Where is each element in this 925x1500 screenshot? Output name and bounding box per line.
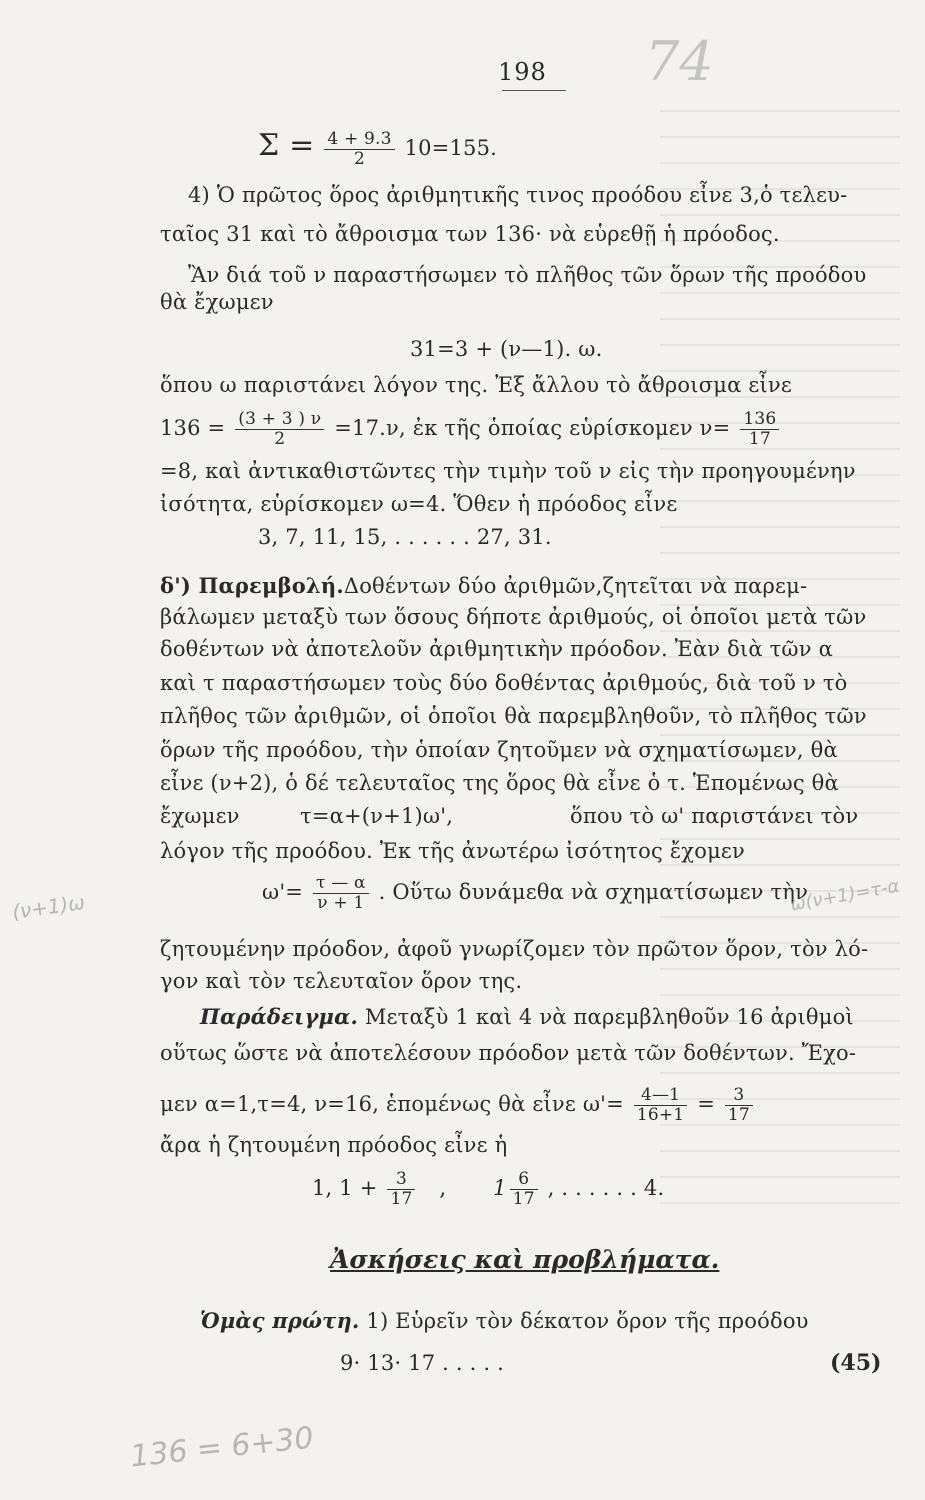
text-line-11 <box>160 573 807 599</box>
text-line-2: ταῖος 31 καὶ τὸ ἄθροισμα των 136· νὰ εὑρεθῇ ἡ πρόοδος. <box>160 222 780 246</box>
equation-1: 31=3 + (ν—1). ω. <box>410 337 603 361</box>
ratio-fraction: $\frac{4—1}{16+1}$ <box>634 1086 688 1125</box>
equation-2-fraction-b: $\frac{136}{17}$ <box>740 410 779 449</box>
equation-4-rhs: . Οὕτω δυνάμεθα νὰ σχηματίσωμεν τὴν <box>378 880 809 904</box>
text-line-25-a: μεν α=1,τ=4, ν=16, ἑπομένως θὰ εἶνε ω'= <box>160 1092 624 1116</box>
equation-2 <box>160 410 782 449</box>
section-label-paremvoli: δ') Παρεμβολή. <box>160 573 344 598</box>
example-label: Παράδειγμα. <box>200 1004 358 1029</box>
text-line-28 <box>200 1308 809 1334</box>
sum-fraction: $\frac{4 + 9.3}{2}$ <box>324 130 394 169</box>
text-line-6: ὅπου ω παριστάνει λόγον της. Ἐξ ἄλλου τὸ ἄθροισμα εἶνε <box>160 373 792 397</box>
result-fraction-2: $\frac{6}{17}$ <box>510 1170 538 1209</box>
text-line-18 <box>160 803 880 829</box>
example-text: Μεταξὺ 1 καὶ 4 νὰ παρεμβληθοῦν 16 ἀριθμοὶ <box>364 1005 854 1029</box>
signature-mark: (45) <box>830 1350 882 1376</box>
pencil-note-right: ω(ν+1)=τ-α <box>789 875 901 916</box>
exercises-heading: Ἀσκήσεις καὶ προβλήματα. <box>330 1245 720 1274</box>
equation-2-fraction: $\frac{(3 + 3 ) \nu}{2}$ <box>235 410 324 449</box>
equation-4-lhs: ω'= <box>262 880 304 904</box>
text-line-14: καὶ τ παραστήσωμεν τοὺς δύο δοθέντας ἀριθμούς, διὰ τοῦ ν τὸ <box>160 671 848 695</box>
text-line-18-a: ἔχωμεν <box>160 804 240 828</box>
exercise-1-text: 1) Εὑρεῖν τὸν δέκατον ὅρον τῆς προόδου <box>366 1309 809 1333</box>
ratio-equals: = <box>697 1092 716 1116</box>
text-line-24: οὕτως ὥστε νὰ ἀποτελέσουν πρόοδον μετὰ τῶν δοθέντων. Ἔχο- <box>160 1041 857 1065</box>
result-progression-comma: , <box>439 1176 447 1200</box>
pencil-corner-mark: 74 <box>645 30 714 93</box>
equation-3: τ=α+(ν+1)ω', <box>300 804 454 828</box>
text-line-13: δοθέντων νὰ ἀποτελοῦν ἀριθμητικὴν πρόοδον. Ἐὰν διὰ τῶν α <box>160 637 833 661</box>
sum-formula <box>258 130 497 169</box>
text-line-4: θὰ ἔχωμεν <box>160 290 274 314</box>
result-progression-a: 1, 1 + <box>312 1176 378 1200</box>
result-fraction-1: $\frac{3}{17}$ <box>387 1170 415 1209</box>
text-line-16: ὅρων τῆς προόδου, τὴν ὁποίαν ζητοῦμεν νὰ σχηματίσωμεν, θὰ <box>160 738 838 762</box>
text-line-23 <box>200 1004 854 1030</box>
result-progression <box>312 1170 664 1209</box>
text-line-12: βάλωμεν μεταξὺ των ὅσους δήποτε ἀριθμούς, οἱ ὁποῖοι μετὰ τῶν <box>160 605 867 629</box>
ratio-result-fraction: $\frac{3}{17}$ <box>725 1086 753 1125</box>
text-line-9: ἰσότητα, εὑρίσκομεν ω=4. Ὅθεν ἡ πρόοδος εἶνε <box>160 492 678 516</box>
text-line-3: Ἂν διά τοῦ ν παραστήσωμεν τὸ πλῆθος τῶν ὅρων τῆς προόδου <box>188 263 867 287</box>
exercise-1-sequence: 9· 13· 17 . . . . . <box>340 1351 505 1375</box>
text-line-22: γον καὶ τὸν τελευταῖον ὅρον της. <box>160 969 523 993</box>
page-number: 198 <box>498 58 547 86</box>
result-progression-c: 1 <box>493 1176 507 1200</box>
equation-4-fraction: $\frac{\tau — \alpha}{\nu + 1}$ <box>313 874 369 913</box>
equation-2-rhs: =17.ν, ἐκ τῆς ὁποίας εὑρίσκομεν ν= <box>334 416 731 440</box>
text-line-17: εἶνε (ν+2), ὁ δέ τελευταῖος της ὅρος θὰ εἶνε ὁ τ. Ἑπομένως θὰ <box>160 771 839 795</box>
sum-lhs: Σ = <box>258 128 315 163</box>
section-text: Δοθέντων δύο ἀριθμῶν,ζητεῖται νὰ παρεμ- <box>343 574 808 598</box>
text-line-8: =8, καὶ ἀντικαθιστῶντες τὴν τιμὴν τοῦ ν εἰς τὴν προηγουμένην <box>160 459 856 483</box>
progression-line: 3, 7, 11, 15, . . . . . . 27, 31. <box>258 525 552 549</box>
text-line-18-c: ὅπου τὸ ω' παριστάνει τὸν <box>570 804 859 828</box>
page-number-rule <box>502 90 566 91</box>
pencil-note-left: (ν+1)ω <box>10 890 87 924</box>
sum-rhs: 10=155. <box>404 136 498 160</box>
equation-4 <box>262 874 808 913</box>
text-line-26: ἄρα ἡ ζητουμένη πρόοδος εἶνε ἡ <box>160 1133 508 1157</box>
text-line-1: 4) Ὁ πρῶτος ὅρος ἀριθμητικῆς τινος προόδου εἶνε 3,ὁ τελευ- <box>188 183 848 207</box>
text-line-15: πλῆθος τῶν ἀριθμῶν, οἱ ὁποῖοι θὰ παρεμβληθοῦν, τὸ πλῆθος τῶν <box>160 704 867 728</box>
text-line-21: ζητουμένην πρόοδον, ἀφοῦ γνωρίζομεν τὸν πρῶτον ὅρον, τὸν λό- <box>160 937 869 961</box>
equation-2-lhs: 136 = <box>160 416 226 440</box>
text-line-19: λόγον τῆς προόδου. Ἐκ τῆς ἀνωτέρω ἰσότητος ἔχομεν <box>160 839 745 863</box>
text-line-25 <box>160 1086 756 1125</box>
group-label: Ὁμὰς πρώτη. <box>200 1308 360 1333</box>
pencil-note-bottom: 136 = 6+30 <box>128 1420 316 1475</box>
result-progression-d: , . . . . . . 4. <box>547 1176 665 1200</box>
